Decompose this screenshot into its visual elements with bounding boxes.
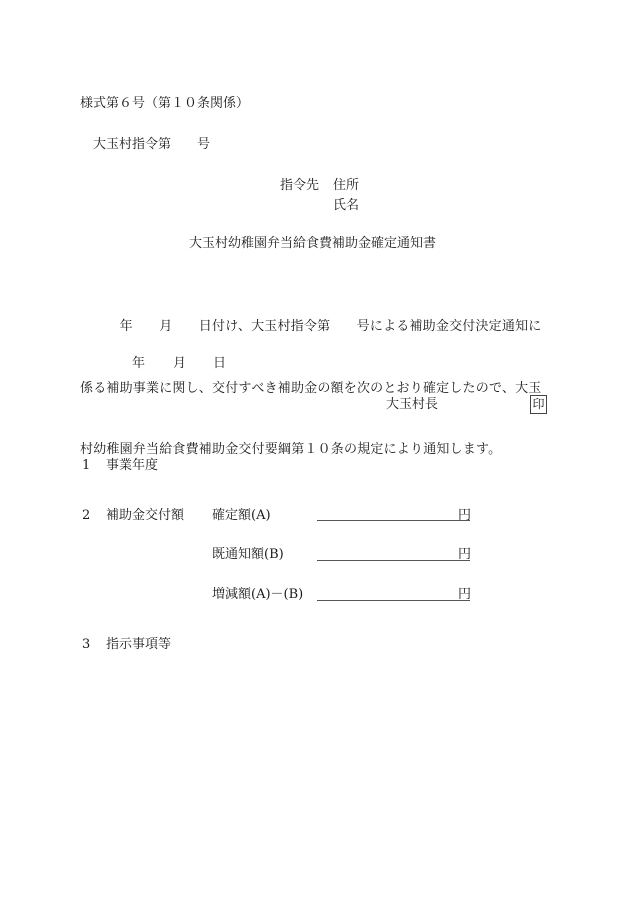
- date-year-label: 年: [132, 356, 146, 371]
- difference-amount-unit: 円: [458, 587, 472, 602]
- recipient-label: 指令先: [280, 178, 320, 193]
- notified-amount-label: 既通知額(B): [212, 547, 284, 562]
- body-line: 村幼稚園弁当給食費補助金交付要綱第１０条の規定により通知します。: [80, 442, 502, 457]
- item-2-label: 補助金交付額: [106, 508, 185, 523]
- item-3-number: 3: [82, 637, 91, 652]
- item-2-number: 2: [82, 508, 91, 523]
- recipient-address-label: 住所: [333, 178, 360, 193]
- body-line: 年 月 日付け、大玉村指令第 号による補助金交付決定通知に: [80, 319, 542, 334]
- form-label: 様式第６号（第１０条関係）: [80, 96, 250, 111]
- notified-amount-unit: 円: [458, 547, 472, 562]
- body-paragraph: [80, 276, 552, 481]
- item-1-number: 1: [82, 458, 91, 473]
- body-line: 係る補助事業に関し、交付すべき補助金の額を次のとおり確定したので、大玉: [80, 380, 542, 396]
- issuer-title: 大玉村長: [386, 397, 439, 412]
- item-1-label: 事業年度: [106, 458, 159, 473]
- difference-amount-label: 増減額(A)－(B): [212, 587, 304, 602]
- recipient-name-label: 氏名: [333, 198, 360, 213]
- confirmed-amount-field[interactable]: [317, 520, 470, 521]
- date-month-label: 月: [173, 356, 187, 371]
- date-day-label: 日: [213, 356, 227, 371]
- item-3-label: 指示事項等: [106, 637, 172, 652]
- seal-mark: 印: [530, 395, 547, 414]
- confirmed-amount-unit: 円: [458, 508, 472, 523]
- document-title: 大玉村幼稚園弁当給食費補助金確定通知書: [189, 236, 437, 251]
- confirmed-amount-label: 確定額(A): [212, 508, 271, 523]
- notified-amount-field[interactable]: [317, 560, 470, 561]
- reference-number: 大玉村指令第 号: [93, 137, 211, 152]
- difference-amount-field[interactable]: [317, 600, 470, 601]
